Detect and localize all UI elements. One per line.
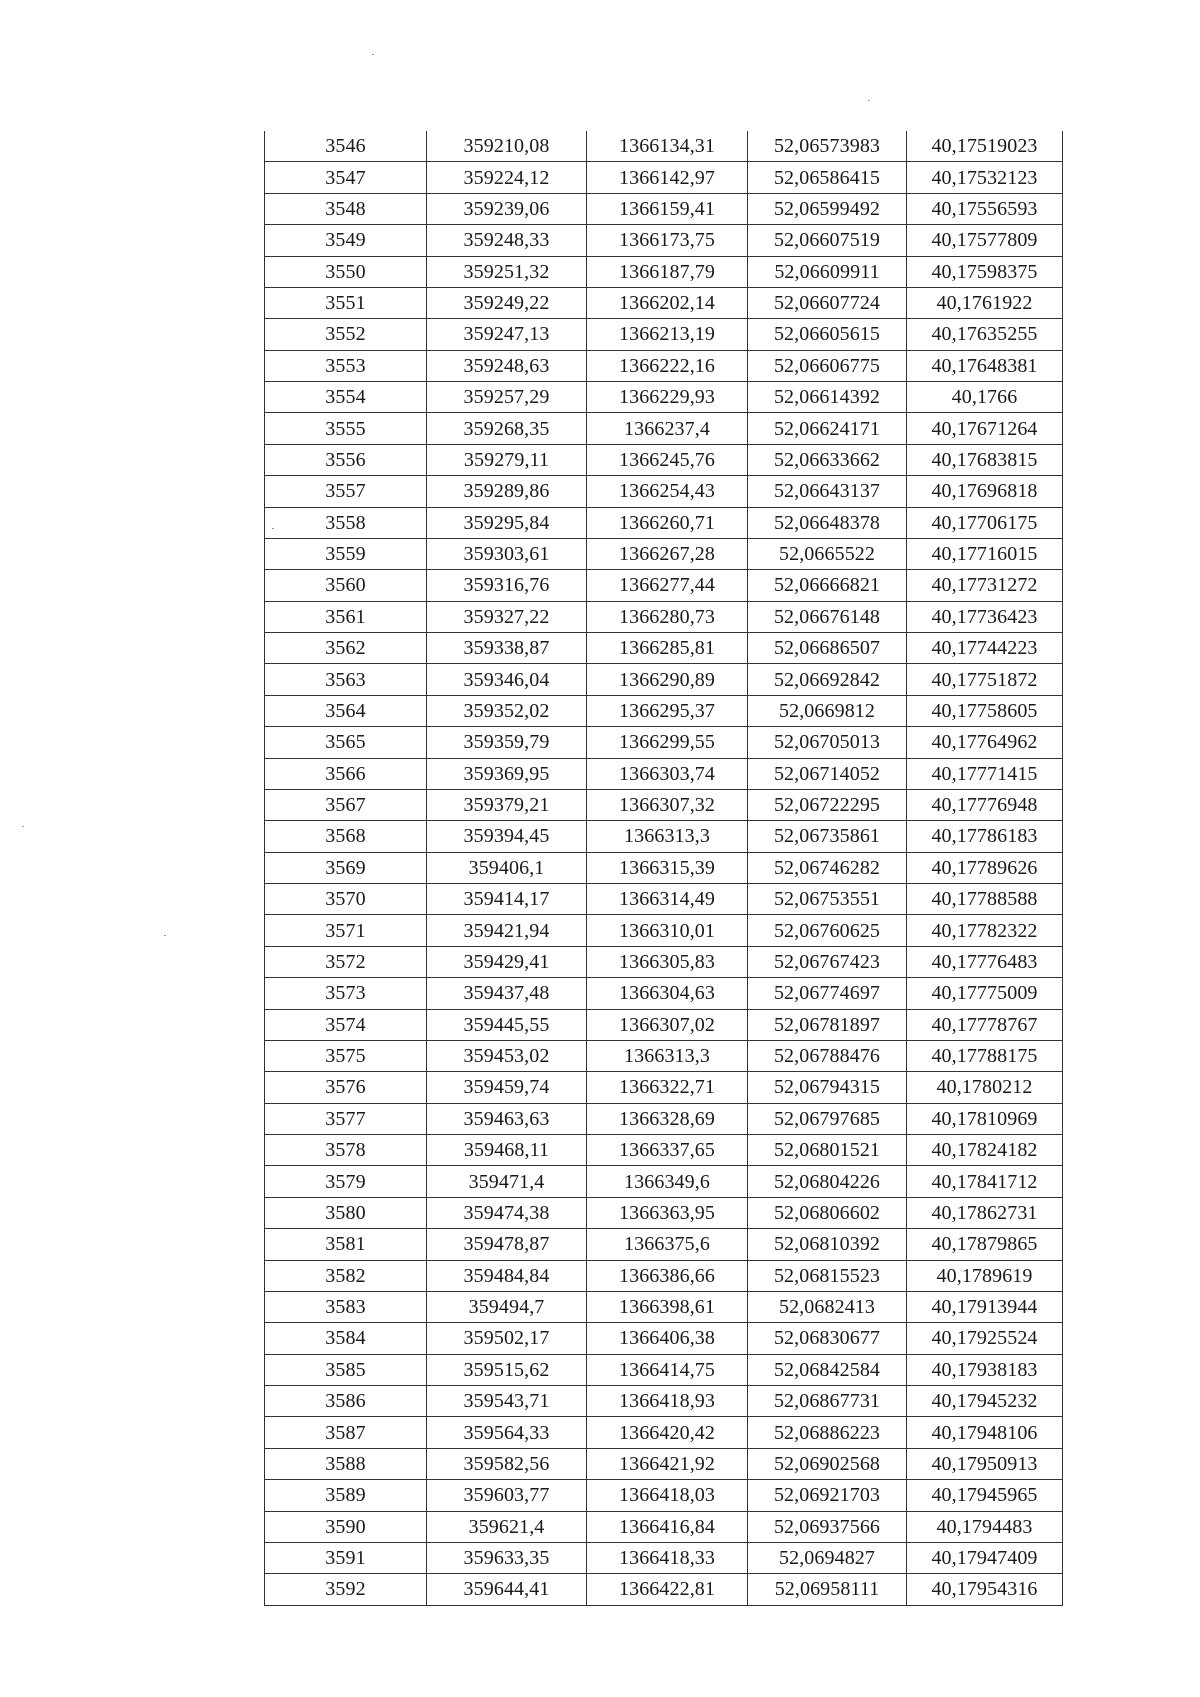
latitude-cell: 52,06624171: [748, 413, 907, 444]
latitude-cell: 52,06643137: [748, 476, 907, 507]
y-coordinate-cell: 1366406,38: [587, 1323, 748, 1354]
table-row: [265, 1480, 1063, 1511]
latitude-cell: 52,06648378: [748, 507, 907, 538]
y-coordinate-cell: 1366237,4: [587, 413, 748, 444]
x-coordinate-cell: 359224,12: [427, 162, 587, 193]
latitude-cell: 52,06676148: [748, 601, 907, 632]
x-coordinate-cell: 359564,33: [427, 1417, 587, 1448]
point-number-cell: 3569: [265, 852, 427, 883]
latitude-cell: 52,06753551: [748, 884, 907, 915]
point-number-cell: 3591: [265, 1542, 427, 1573]
point-number-cell: 3553: [265, 350, 427, 381]
x-coordinate-cell: 359502,17: [427, 1323, 587, 1354]
x-coordinate-cell: 359316,76: [427, 570, 587, 601]
y-coordinate-cell: 1366375,6: [587, 1229, 748, 1260]
longitude-cell: 40,17841712: [907, 1166, 1063, 1197]
longitude-cell: 40,17776948: [907, 789, 1063, 820]
point-number-cell: 3552: [265, 319, 427, 350]
table-row: [265, 789, 1063, 820]
point-number-cell: 3566: [265, 758, 427, 789]
table-row: [265, 1197, 1063, 1228]
y-coordinate-cell: 1366328,69: [587, 1103, 748, 1134]
latitude-cell: 52,0694827: [748, 1542, 907, 1573]
point-number-cell: 3549: [265, 225, 427, 256]
longitude-cell: 40,17696818: [907, 476, 1063, 507]
scan-speck: [22, 826, 24, 827]
table-row: [265, 915, 1063, 946]
x-coordinate-cell: 359468,11: [427, 1135, 587, 1166]
table-row: [265, 256, 1063, 287]
longitude-cell: 40,17556593: [907, 193, 1063, 224]
point-number-cell: 3583: [265, 1291, 427, 1322]
x-coordinate-cell: 359429,41: [427, 946, 587, 977]
y-coordinate-cell: 1366245,76: [587, 444, 748, 475]
point-number-cell: 3571: [265, 915, 427, 946]
coordinates-table-body: [265, 131, 1063, 1605]
longitude-cell: 40,17945965: [907, 1480, 1063, 1511]
longitude-cell: 40,17635255: [907, 319, 1063, 350]
table-row: [265, 1009, 1063, 1040]
x-coordinate-cell: 359248,63: [427, 350, 587, 381]
longitude-cell: 40,17648381: [907, 350, 1063, 381]
table-row: [265, 978, 1063, 1009]
x-coordinate-cell: 359582,56: [427, 1448, 587, 1479]
latitude-cell: 52,06746282: [748, 852, 907, 883]
latitude-cell: 52,06937566: [748, 1511, 907, 1542]
longitude-cell: 40,17810969: [907, 1103, 1063, 1134]
x-coordinate-cell: 359338,87: [427, 633, 587, 664]
y-coordinate-cell: 1366349,6: [587, 1166, 748, 1197]
point-number-cell: 3572: [265, 946, 427, 977]
point-number-cell: 3584: [265, 1323, 427, 1354]
longitude-cell: 40,1789619: [907, 1260, 1063, 1291]
point-number-cell: 3548: [265, 193, 427, 224]
longitude-cell: 40,17744223: [907, 633, 1063, 664]
longitude-cell: 40,1780212: [907, 1072, 1063, 1103]
table-row: [265, 350, 1063, 381]
y-coordinate-cell: 1366421,92: [587, 1448, 748, 1479]
y-coordinate-cell: 1366142,97: [587, 162, 748, 193]
table-row: [265, 570, 1063, 601]
latitude-cell: 52,06599492: [748, 193, 907, 224]
x-coordinate-cell: 359352,02: [427, 695, 587, 726]
table-row: [265, 1291, 1063, 1322]
point-number-cell: 3589: [265, 1480, 427, 1511]
longitude-cell: 40,17731272: [907, 570, 1063, 601]
longitude-cell: 40,17736423: [907, 601, 1063, 632]
y-coordinate-cell: 1366213,19: [587, 319, 748, 350]
table-row: [265, 884, 1063, 915]
latitude-cell: 52,06609911: [748, 256, 907, 287]
point-number-cell: 3587: [265, 1417, 427, 1448]
x-coordinate-cell: 359327,22: [427, 601, 587, 632]
longitude-cell: 40,17706175: [907, 507, 1063, 538]
table-row: [265, 319, 1063, 350]
y-coordinate-cell: 1366315,39: [587, 852, 748, 883]
x-coordinate-cell: 359621,4: [427, 1511, 587, 1542]
table-row: [265, 758, 1063, 789]
coordinates-table: [264, 131, 1063, 1606]
y-coordinate-cell: 1366314,49: [587, 884, 748, 915]
longitude-cell: 40,17925524: [907, 1323, 1063, 1354]
longitude-cell: 40,17788588: [907, 884, 1063, 915]
y-coordinate-cell: 1366280,73: [587, 601, 748, 632]
longitude-cell: 40,17788175: [907, 1040, 1063, 1071]
longitude-cell: 40,17751872: [907, 664, 1063, 695]
y-coordinate-cell: 1366134,31: [587, 131, 748, 162]
x-coordinate-cell: 359421,94: [427, 915, 587, 946]
longitude-cell: 40,17862731: [907, 1197, 1063, 1228]
table-row: [265, 1448, 1063, 1479]
latitude-cell: 52,06714052: [748, 758, 907, 789]
point-number-cell: 3586: [265, 1386, 427, 1417]
longitude-cell: 40,17948106: [907, 1417, 1063, 1448]
table-row: [265, 1040, 1063, 1071]
longitude-cell: 40,17671264: [907, 413, 1063, 444]
y-coordinate-cell: 1366305,83: [587, 946, 748, 977]
latitude-cell: 52,06692842: [748, 664, 907, 695]
longitude-cell: 40,17950913: [907, 1448, 1063, 1479]
table-row: [265, 1166, 1063, 1197]
longitude-cell: 40,17716015: [907, 538, 1063, 569]
table-row: [265, 1354, 1063, 1385]
x-coordinate-cell: 359463,63: [427, 1103, 587, 1134]
x-coordinate-cell: 359394,45: [427, 821, 587, 852]
longitude-cell: 40,1794483: [907, 1511, 1063, 1542]
y-coordinate-cell: 1366277,44: [587, 570, 748, 601]
latitude-cell: 52,0665522: [748, 538, 907, 569]
latitude-cell: 52,06921703: [748, 1480, 907, 1511]
y-coordinate-cell: 1366313,3: [587, 1040, 748, 1071]
y-coordinate-cell: 1366285,81: [587, 633, 748, 664]
point-number-cell: 3550: [265, 256, 427, 287]
y-coordinate-cell: 1366310,01: [587, 915, 748, 946]
latitude-cell: 52,06794315: [748, 1072, 907, 1103]
x-coordinate-cell: 359478,87: [427, 1229, 587, 1260]
longitude-cell: 40,17879865: [907, 1229, 1063, 1260]
x-coordinate-cell: 359474,38: [427, 1197, 587, 1228]
table-row: [265, 1260, 1063, 1291]
x-coordinate-cell: 359445,55: [427, 1009, 587, 1040]
longitude-cell: 40,17532123: [907, 162, 1063, 193]
table-row: [265, 162, 1063, 193]
y-coordinate-cell: 1366398,61: [587, 1291, 748, 1322]
point-number-cell: 3574: [265, 1009, 427, 1040]
longitude-cell: 40,17789626: [907, 852, 1063, 883]
x-coordinate-cell: 359453,02: [427, 1040, 587, 1071]
latitude-cell: 52,06614392: [748, 382, 907, 413]
x-coordinate-cell: 359633,35: [427, 1542, 587, 1573]
table-row: [265, 633, 1063, 664]
y-coordinate-cell: 1366295,37: [587, 695, 748, 726]
table-row: [265, 413, 1063, 444]
point-number-cell: 3580: [265, 1197, 427, 1228]
point-number-cell: 3575: [265, 1040, 427, 1071]
x-coordinate-cell: 359210,08: [427, 131, 587, 162]
point-number-cell: 3547: [265, 162, 427, 193]
x-coordinate-cell: 359484,84: [427, 1260, 587, 1291]
x-coordinate-cell: 359303,61: [427, 538, 587, 569]
x-coordinate-cell: 359437,48: [427, 978, 587, 1009]
longitude-cell: 40,17778767: [907, 1009, 1063, 1040]
x-coordinate-cell: 359471,4: [427, 1166, 587, 1197]
latitude-cell: 52,06767423: [748, 946, 907, 977]
y-coordinate-cell: 1366307,02: [587, 1009, 748, 1040]
latitude-cell: 52,06806602: [748, 1197, 907, 1228]
point-number-cell: 3578: [265, 1135, 427, 1166]
table-row: [265, 131, 1063, 162]
latitude-cell: 52,06810392: [748, 1229, 907, 1260]
latitude-cell: 52,06573983: [748, 131, 907, 162]
table-row: [265, 727, 1063, 758]
table-row: [265, 946, 1063, 977]
longitude-cell: 40,17598375: [907, 256, 1063, 287]
longitude-cell: 40,17947409: [907, 1542, 1063, 1573]
x-coordinate-cell: 359247,13: [427, 319, 587, 350]
y-coordinate-cell: 1366260,71: [587, 507, 748, 538]
x-coordinate-cell: 359379,21: [427, 789, 587, 820]
table-row: [265, 225, 1063, 256]
x-coordinate-cell: 359414,17: [427, 884, 587, 915]
latitude-cell: 52,06666821: [748, 570, 907, 601]
latitude-cell: 52,06607519: [748, 225, 907, 256]
x-coordinate-cell: 359515,62: [427, 1354, 587, 1385]
longitude-cell: 40,1761922: [907, 287, 1063, 318]
y-coordinate-cell: 1366422,81: [587, 1574, 748, 1605]
y-coordinate-cell: 1366299,55: [587, 727, 748, 758]
longitude-cell: 40,17775009: [907, 978, 1063, 1009]
table-row: [265, 695, 1063, 726]
longitude-cell: 40,17771415: [907, 758, 1063, 789]
point-number-cell: 3577: [265, 1103, 427, 1134]
table-row: [265, 1574, 1063, 1605]
point-number-cell: 3546: [265, 131, 427, 162]
y-coordinate-cell: 1366337,65: [587, 1135, 748, 1166]
longitude-cell: 40,17577809: [907, 225, 1063, 256]
table-row: [265, 1135, 1063, 1166]
point-number-cell: 3562: [265, 633, 427, 664]
latitude-cell: 52,06830677: [748, 1323, 907, 1354]
table-row: [265, 287, 1063, 318]
point-number-cell: 3551: [265, 287, 427, 318]
y-coordinate-cell: 1366254,43: [587, 476, 748, 507]
y-coordinate-cell: 1366173,75: [587, 225, 748, 256]
point-number-cell: 3588: [265, 1448, 427, 1479]
latitude-cell: 52,06781897: [748, 1009, 907, 1040]
latitude-cell: 52,06686507: [748, 633, 907, 664]
y-coordinate-cell: 1366229,93: [587, 382, 748, 413]
latitude-cell: 52,06760625: [748, 915, 907, 946]
y-coordinate-cell: 1366304,63: [587, 978, 748, 1009]
longitude-cell: 40,17945232: [907, 1386, 1063, 1417]
latitude-cell: 52,06607724: [748, 287, 907, 318]
scan-speck: [372, 54, 374, 55]
point-number-cell: 3559: [265, 538, 427, 569]
latitude-cell: 52,06705013: [748, 727, 907, 758]
point-number-cell: 3560: [265, 570, 427, 601]
scan-speck: [272, 528, 274, 529]
latitude-cell: 52,06804226: [748, 1166, 907, 1197]
point-number-cell: 3554: [265, 382, 427, 413]
point-number-cell: 3590: [265, 1511, 427, 1542]
table-row: [265, 538, 1063, 569]
table-row: [265, 1417, 1063, 1448]
latitude-cell: 52,06886223: [748, 1417, 907, 1448]
longitude-cell: 40,17776483: [907, 946, 1063, 977]
table-row: [265, 193, 1063, 224]
point-number-cell: 3557: [265, 476, 427, 507]
x-coordinate-cell: 359279,11: [427, 444, 587, 475]
latitude-cell: 52,06902568: [748, 1448, 907, 1479]
table-row: [265, 601, 1063, 632]
latitude-cell: 52,06586415: [748, 162, 907, 193]
point-number-cell: 3556: [265, 444, 427, 475]
x-coordinate-cell: 359359,79: [427, 727, 587, 758]
latitude-cell: 52,06633662: [748, 444, 907, 475]
table-row: [265, 1103, 1063, 1134]
longitude-cell: 40,17683815: [907, 444, 1063, 475]
y-coordinate-cell: 1366202,14: [587, 287, 748, 318]
y-coordinate-cell: 1366363,95: [587, 1197, 748, 1228]
latitude-cell: 52,06788476: [748, 1040, 907, 1071]
x-coordinate-cell: 359369,95: [427, 758, 587, 789]
y-coordinate-cell: 1366416,84: [587, 1511, 748, 1542]
latitude-cell: 52,06774697: [748, 978, 907, 1009]
x-coordinate-cell: 359603,77: [427, 1480, 587, 1511]
longitude-cell: 40,17758605: [907, 695, 1063, 726]
point-number-cell: 3561: [265, 601, 427, 632]
y-coordinate-cell: 1366418,33: [587, 1542, 748, 1573]
table-row: [265, 1072, 1063, 1103]
y-coordinate-cell: 1366307,32: [587, 789, 748, 820]
longitude-cell: 40,17954316: [907, 1574, 1063, 1605]
x-coordinate-cell: 359543,71: [427, 1386, 587, 1417]
y-coordinate-cell: 1366303,74: [587, 758, 748, 789]
latitude-cell: 52,06606775: [748, 350, 907, 381]
latitude-cell: 52,06815523: [748, 1260, 907, 1291]
longitude-cell: 40,17519023: [907, 131, 1063, 162]
point-number-cell: 3567: [265, 789, 427, 820]
x-coordinate-cell: 359239,06: [427, 193, 587, 224]
y-coordinate-cell: 1366386,66: [587, 1260, 748, 1291]
scan-speck: [868, 100, 870, 101]
table-row: [265, 1229, 1063, 1260]
y-coordinate-cell: 1366420,42: [587, 1417, 748, 1448]
x-coordinate-cell: 359406,1: [427, 852, 587, 883]
point-number-cell: 3568: [265, 821, 427, 852]
table-row: [265, 382, 1063, 413]
longitude-cell: 40,17913944: [907, 1291, 1063, 1322]
table-row: [265, 1542, 1063, 1573]
y-coordinate-cell: 1366159,41: [587, 193, 748, 224]
latitude-cell: 52,06797685: [748, 1103, 907, 1134]
point-number-cell: 3558: [265, 507, 427, 538]
longitude-cell: 40,17764962: [907, 727, 1063, 758]
table-row: [265, 664, 1063, 695]
latitude-cell: 52,06735861: [748, 821, 907, 852]
latitude-cell: 52,06722295: [748, 789, 907, 820]
point-number-cell: 3573: [265, 978, 427, 1009]
latitude-cell: 52,06867731: [748, 1386, 907, 1417]
point-number-cell: 3581: [265, 1229, 427, 1260]
table-row: [265, 507, 1063, 538]
table-row: [265, 852, 1063, 883]
x-coordinate-cell: 359346,04: [427, 664, 587, 695]
latitude-cell: 52,06958111: [748, 1574, 907, 1605]
point-number-cell: 3565: [265, 727, 427, 758]
x-coordinate-cell: 359248,33: [427, 225, 587, 256]
table-row: [265, 1323, 1063, 1354]
y-coordinate-cell: 1366222,16: [587, 350, 748, 381]
table-row: [265, 1511, 1063, 1542]
point-number-cell: 3564: [265, 695, 427, 726]
point-number-cell: 3592: [265, 1574, 427, 1605]
x-coordinate-cell: 359257,29: [427, 382, 587, 413]
x-coordinate-cell: 359268,35: [427, 413, 587, 444]
x-coordinate-cell: 359251,32: [427, 256, 587, 287]
point-number-cell: 3585: [265, 1354, 427, 1385]
table-row: [265, 1386, 1063, 1417]
latitude-cell: 52,0682413: [748, 1291, 907, 1322]
latitude-cell: 52,06842584: [748, 1354, 907, 1385]
table-row: [265, 821, 1063, 852]
y-coordinate-cell: 1366418,93: [587, 1386, 748, 1417]
x-coordinate-cell: 359459,74: [427, 1072, 587, 1103]
point-number-cell: 3555: [265, 413, 427, 444]
longitude-cell: 40,17824182: [907, 1135, 1063, 1166]
longitude-cell: 40,17938183: [907, 1354, 1063, 1385]
longitude-cell: 40,17786183: [907, 821, 1063, 852]
x-coordinate-cell: 359249,22: [427, 287, 587, 318]
x-coordinate-cell: 359494,7: [427, 1291, 587, 1322]
latitude-cell: 52,06801521: [748, 1135, 907, 1166]
point-number-cell: 3570: [265, 884, 427, 915]
x-coordinate-cell: 359644,41: [427, 1574, 587, 1605]
point-number-cell: 3579: [265, 1166, 427, 1197]
scan-speck: [164, 935, 166, 936]
y-coordinate-cell: 1366267,28: [587, 538, 748, 569]
y-coordinate-cell: 1366290,89: [587, 664, 748, 695]
y-coordinate-cell: 1366414,75: [587, 1354, 748, 1385]
point-number-cell: 3582: [265, 1260, 427, 1291]
x-coordinate-cell: 359295,84: [427, 507, 587, 538]
x-coordinate-cell: 359289,86: [427, 476, 587, 507]
longitude-cell: 40,17782322: [907, 915, 1063, 946]
latitude-cell: 52,0669812: [748, 695, 907, 726]
y-coordinate-cell: 1366187,79: [587, 256, 748, 287]
point-number-cell: 3576: [265, 1072, 427, 1103]
table-row: [265, 444, 1063, 475]
latitude-cell: 52,06605615: [748, 319, 907, 350]
table-row: [265, 476, 1063, 507]
y-coordinate-cell: 1366322,71: [587, 1072, 748, 1103]
point-number-cell: 3563: [265, 664, 427, 695]
y-coordinate-cell: 1366418,03: [587, 1480, 748, 1511]
longitude-cell: 40,1766: [907, 382, 1063, 413]
y-coordinate-cell: 1366313,3: [587, 821, 748, 852]
